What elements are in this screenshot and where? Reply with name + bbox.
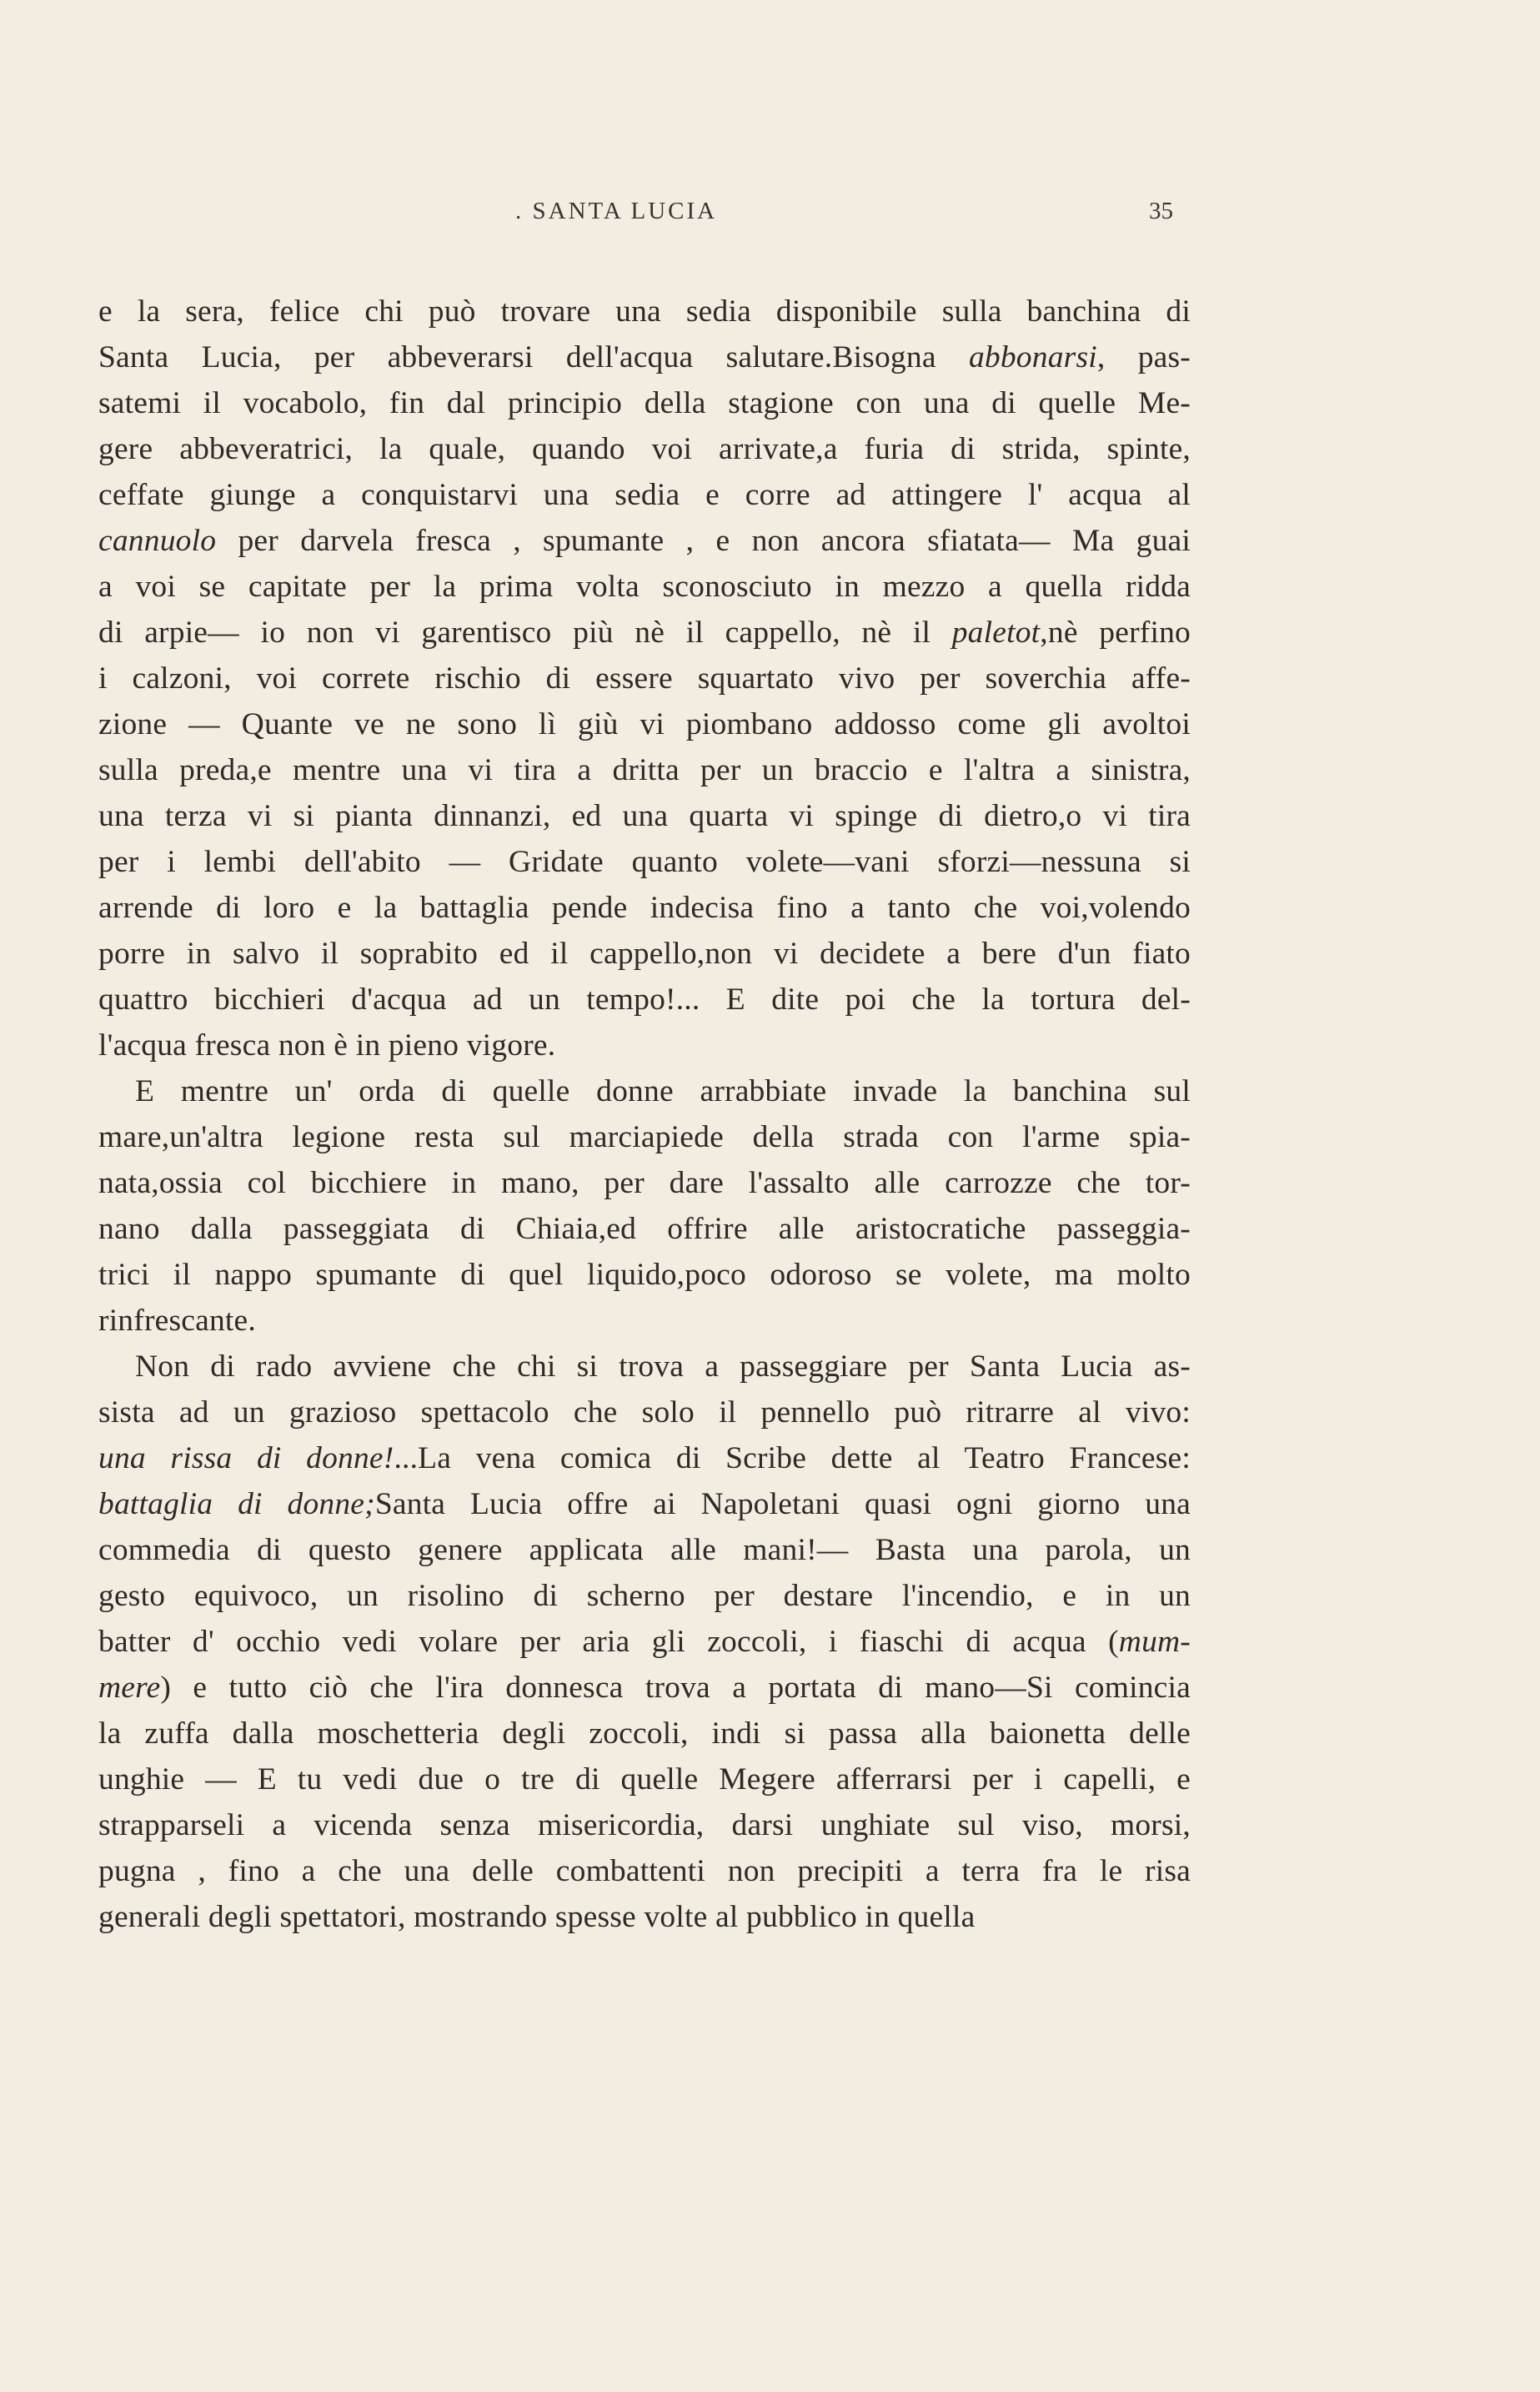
text-run: di arpie— io non vi garentisco più nè il cappello, nè il bbox=[98, 616, 952, 650]
italic-text-run: abbonarsi bbox=[968, 340, 1097, 374]
text-run: sulla preda,e mentre una vi tira a dritta per un braccio e l'altra a sinistra, bbox=[98, 753, 1191, 787]
text-line bbox=[98, 1756, 1191, 1802]
text-run: satemi il vocabolo, fin dal principio della stagione con una di quelle Me- bbox=[98, 386, 1191, 420]
text-line bbox=[98, 1252, 1191, 1298]
text-run: Non di rado avviene che chi si trova a passeggiare per Santa Lucia as- bbox=[135, 1349, 1191, 1384]
text-line bbox=[98, 1665, 1191, 1711]
text-line bbox=[98, 426, 1191, 472]
text-run: la zuffa dalla moschetteria degli zoccoli, indi si passa alla baionetta delle bbox=[98, 1716, 1191, 1751]
text-run: trici il nappo spumante di quel liquido,poco odoroso se volete, ma molto bbox=[98, 1258, 1191, 1292]
text-run: e la sera, felice chi può trovare una sedia disponibile sulla banchina di bbox=[98, 294, 1191, 329]
text-run: mare,un'altra legione resta sul marciapiede della strada con l'arme spia- bbox=[98, 1120, 1191, 1154]
text-line bbox=[98, 1848, 1191, 1894]
text-line bbox=[98, 1068, 1191, 1114]
text-line bbox=[98, 380, 1191, 426]
text-line bbox=[98, 334, 1191, 380]
text-run: quattro bicchieri d'acqua ad un tempo!... E dite poi che la tortura del- bbox=[98, 982, 1191, 1017]
text-run: E mentre un' orda di quelle donne arrabbiate invade la banchina sul bbox=[135, 1074, 1191, 1108]
text-run: gesto equivoco, un risolino di scherno per destare l'incendio, e in un bbox=[98, 1579, 1191, 1613]
text-run: per i lembi dell'abito — Gridate quanto volete—vani sforzi—nessuna si bbox=[98, 845, 1191, 879]
text-line bbox=[98, 977, 1191, 1023]
body-text bbox=[98, 289, 1191, 1940]
text-run: porre in salvo il soprabito ed il cappello,non vi decidete a bere d'un fiato bbox=[98, 937, 1191, 971]
page-number: 35 bbox=[1149, 198, 1173, 224]
text-run: ,nè perfino bbox=[1040, 616, 1191, 650]
text-run: Santa Lucia offre ai Napoletani quasi ogni giorno una bbox=[374, 1487, 1191, 1521]
text-line bbox=[98, 1481, 1191, 1527]
italic-text-run: mere bbox=[98, 1671, 161, 1705]
text-line bbox=[98, 1711, 1191, 1756]
text-line bbox=[98, 518, 1191, 564]
text-line bbox=[98, 885, 1191, 931]
text-line bbox=[98, 1114, 1191, 1160]
text-run: pugna , fino a che una delle combattenti non precipiti a terra fra le risa bbox=[98, 1854, 1191, 1888]
text-line bbox=[98, 472, 1191, 518]
text-line bbox=[98, 1160, 1191, 1206]
text-run: una terza vi si pianta dinnanzi, ed una quarta vi spinge di dietro,o vi tira bbox=[98, 799, 1191, 833]
text-line bbox=[98, 793, 1191, 839]
text-run: strapparseli a vicenda senza misericordia, darsi unghiate sul viso, morsi, bbox=[98, 1808, 1191, 1842]
text-line bbox=[98, 701, 1191, 747]
italic-text-run: battaglia di donne; bbox=[98, 1487, 375, 1521]
text-run: nano dalla passeggiata di Chiaia,ed offrire alle aristocratiche passeggia- bbox=[98, 1212, 1191, 1246]
text-run: zione — Quante ve ne sono lì giù vi piombano addosso come gli avoltoi bbox=[98, 707, 1191, 741]
text-line bbox=[98, 1389, 1191, 1435]
text-run: l'acqua fresca non è in pieno vigore. bbox=[98, 1028, 556, 1063]
text-run: i calzoni, voi correte rischio di essere squartato vivo per soverchia affe- bbox=[98, 661, 1191, 696]
text-line bbox=[98, 1802, 1191, 1848]
text-run: per darvela fresca , spumante , e non ancora sfiatata— Ma guai bbox=[216, 524, 1191, 558]
text-line bbox=[98, 1573, 1191, 1619]
running-head bbox=[98, 198, 1182, 239]
text-line bbox=[98, 931, 1191, 977]
text-run: unghie — E tu vedi due o tre di quelle Megere afferrarsi per i capelli, e bbox=[98, 1762, 1191, 1797]
text-line bbox=[98, 1435, 1191, 1481]
text-line bbox=[98, 1206, 1191, 1252]
text-run: ceffate giunge a conquistarvi una sedia e corre ad attingere l' acqua al bbox=[98, 478, 1191, 512]
text-line bbox=[98, 1527, 1191, 1573]
text-line bbox=[98, 1894, 1191, 1940]
text-run: gere abbeveratrici, la quale, quando voi arrivate,a furia di strida, spinte, bbox=[98, 432, 1191, 466]
text-line bbox=[98, 1023, 1191, 1068]
text-line bbox=[98, 656, 1191, 701]
text-line bbox=[98, 839, 1191, 885]
italic-text-run: mum- bbox=[1118, 1625, 1191, 1659]
text-run: sista ad un grazioso spettacolo che solo il pennello può ritrarre al vivo: bbox=[98, 1395, 1191, 1430]
text-line bbox=[98, 564, 1191, 610]
running-title: . SANTA LUCIA bbox=[515, 198, 718, 224]
text-run: nata,ossia col bicchiere in mano, per dare l'assalto alle carrozze che tor- bbox=[98, 1166, 1191, 1200]
text-run: commedia di questo genere applicata alle mani!— Basta una parola, un bbox=[98, 1533, 1191, 1567]
italic-text-run: cannuolo bbox=[98, 524, 217, 558]
text-line bbox=[98, 289, 1191, 334]
italic-text-run: una rissa di donne! bbox=[98, 1441, 394, 1475]
text-run: , pas- bbox=[1096, 340, 1191, 374]
text-run: ) e tutto ciò che l'ira donnesca trova a portata di mano—Si comincia bbox=[160, 1671, 1191, 1705]
text-run: ...La vena comica di Scribe dette al Teatro Francese: bbox=[394, 1441, 1191, 1475]
text-line bbox=[98, 1344, 1191, 1389]
text-line bbox=[98, 1619, 1191, 1665]
text-run: a voi se capitate per la prima volta sconosciuto in mezzo a quella ridda bbox=[98, 570, 1191, 604]
text-run: arrende di loro e la battaglia pende indecisa fino a tanto che voi,volendo bbox=[98, 891, 1191, 925]
text-line bbox=[98, 1298, 1191, 1344]
text-run: rinfrescante. bbox=[98, 1304, 256, 1338]
text-run: batter d' occhio vedi volare per aria gli zoccoli, i fiaschi di acqua ( bbox=[98, 1625, 1119, 1659]
text-line bbox=[98, 610, 1191, 656]
italic-text-run: paletot bbox=[951, 616, 1041, 650]
text-run: Santa Lucia, per abbeverarsi dell'acqua salutare.Bisogna bbox=[98, 340, 969, 374]
text-line bbox=[98, 747, 1191, 793]
text-run: generali degli spettatori, mostrando spesse volte al pubblico in quella bbox=[98, 1900, 976, 1934]
